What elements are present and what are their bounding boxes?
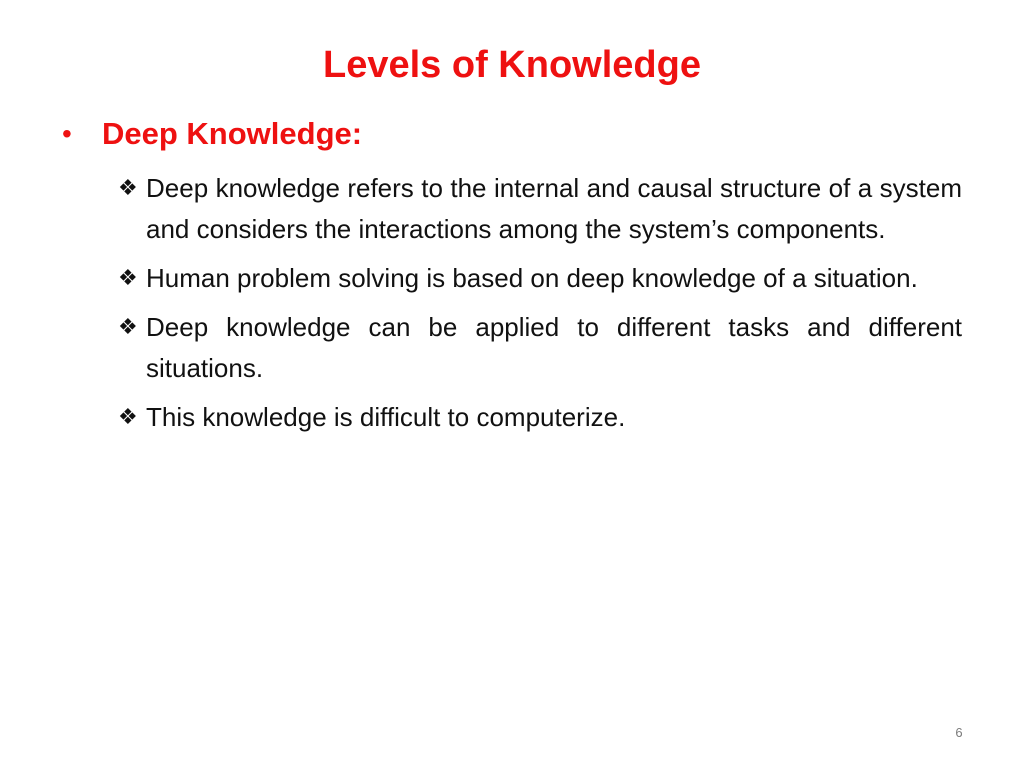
bullet-list bbox=[118, 168, 962, 446]
list-item-text: Deep knowledge refers to the internal and causal structure of a system and considers the interactions among the system’s components. bbox=[146, 173, 962, 244]
list-item bbox=[118, 307, 962, 389]
list-item bbox=[118, 168, 962, 250]
page-number: 6 bbox=[955, 725, 963, 740]
list-item-text: Human problem solving is based on deep knowledge of a situation. bbox=[146, 263, 918, 293]
section-heading bbox=[62, 112, 962, 156]
diamond-bullet-icon: ❖ bbox=[118, 315, 138, 340]
diamond-bullet-icon: ❖ bbox=[118, 176, 138, 201]
list-item-text: Deep knowledge can be applied to different tasks and different situations. bbox=[146, 312, 962, 383]
section-heading-text: Deep Knowledge: bbox=[102, 116, 363, 151]
bullet-dot-icon: • bbox=[62, 118, 72, 149]
list-item bbox=[118, 397, 962, 438]
diamond-bullet-icon: ❖ bbox=[118, 405, 138, 430]
diamond-bullet-icon: ❖ bbox=[118, 266, 138, 291]
list-item bbox=[118, 258, 962, 299]
list-item-text: This knowledge is difficult to computerize. bbox=[146, 402, 626, 432]
slide-title: Levels of Knowledge bbox=[323, 44, 701, 86]
